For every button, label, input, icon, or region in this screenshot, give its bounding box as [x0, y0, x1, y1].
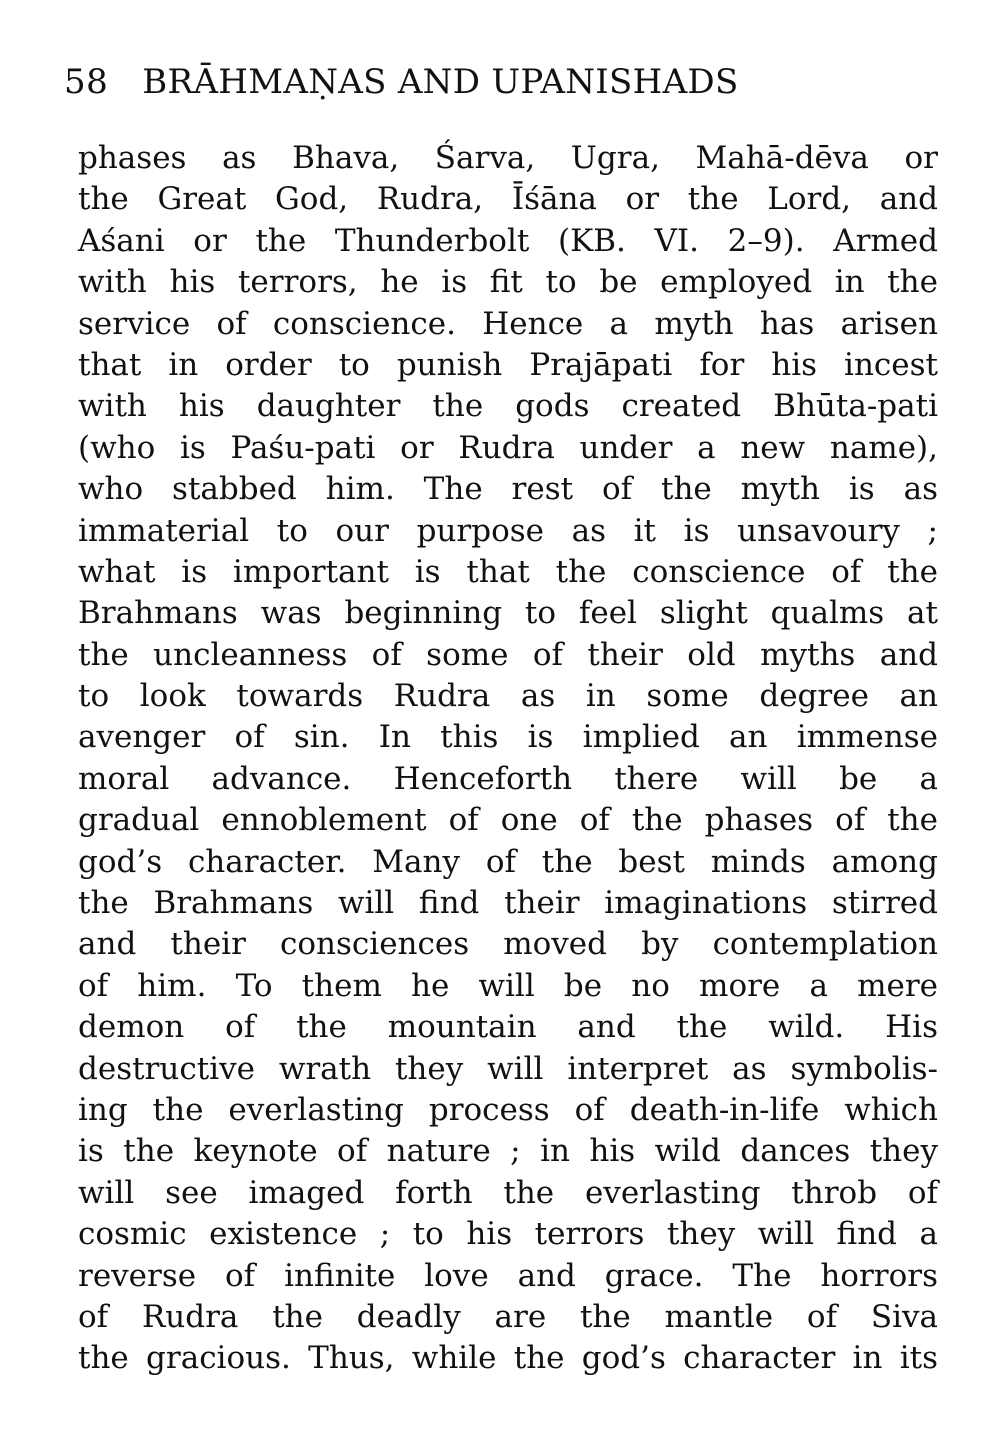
text-line: avenger of sin. In this is implied an immense [78, 719, 938, 756]
text-line: what is important is that the conscience of the [78, 553, 938, 590]
text-line: Brahmans was beginning to feel slight qualms at [78, 595, 938, 632]
text-line: reverse of infinite love and grace. The horrors [78, 1257, 938, 1294]
text-line: with his daughter the gods created Bhūta-pati [78, 388, 938, 425]
text-line: service of conscience. Hence a myth has arisen [78, 305, 938, 342]
page-number: 58 [64, 62, 109, 102]
running-head: BRĀHMAṆAS AND UPANISHADS [142, 62, 739, 102]
text-line: the uncleanness of some of their old myths and [78, 636, 938, 673]
text-line: with his terrors, he is fit to be employed in the [78, 264, 938, 301]
text-line: is the keynote of nature ; in his wild dances they [78, 1133, 938, 1170]
text-line: of Rudra the deadly are the mantle of Siva [78, 1298, 938, 1335]
page-header [64, 62, 739, 114]
text-line: to look towards Rudra as in some degree an [78, 678, 938, 715]
text-line: the gracious. Thus, while the god’s character in its [78, 1340, 938, 1377]
text-line: of him. To them he will be no more a mere [78, 967, 938, 1004]
text-line: moral advance. Henceforth there will be a [78, 760, 938, 797]
text-line: will see imaged forth the everlasting throb of [78, 1174, 938, 1211]
text-line: the Great God, Rudra, Īśāna or the Lord, and [78, 181, 938, 218]
text-line: demon of the mountain and the wild. His [78, 1009, 938, 1046]
text-line: who stabbed him. The rest of the myth is as [78, 471, 938, 508]
text-line: cosmic existence ; to his terrors they will find a [78, 1216, 938, 1253]
text-line: destructive wrath they will interpret as symbolis- [78, 1050, 938, 1087]
text-line: gradual ennoblement of one of the phases of the [78, 802, 938, 839]
text-line: (who is Paśu-pati or Rudra under a new name), [78, 429, 938, 466]
text-line: ing the everlasting process of death-in-life which [78, 1091, 938, 1128]
text-line: that in order to punish Prajāpati for his incest [78, 346, 938, 383]
text-line: Aśani or the Thunderbolt (KB. VI. 2–9). Armed [78, 222, 938, 259]
text-line: god’s character. Many of the best minds among [78, 843, 938, 880]
body-text [78, 138, 938, 1380]
text-line: and their consciences moved by contemplation [78, 926, 938, 963]
text-line: phases as Bhava, Śarva, Ugra, Mahā-dēva or [78, 140, 938, 176]
text-line: immaterial to our purpose as it is unsavoury ; [78, 512, 938, 549]
text-line: the Brahmans will find their imaginations stirred [78, 885, 938, 922]
